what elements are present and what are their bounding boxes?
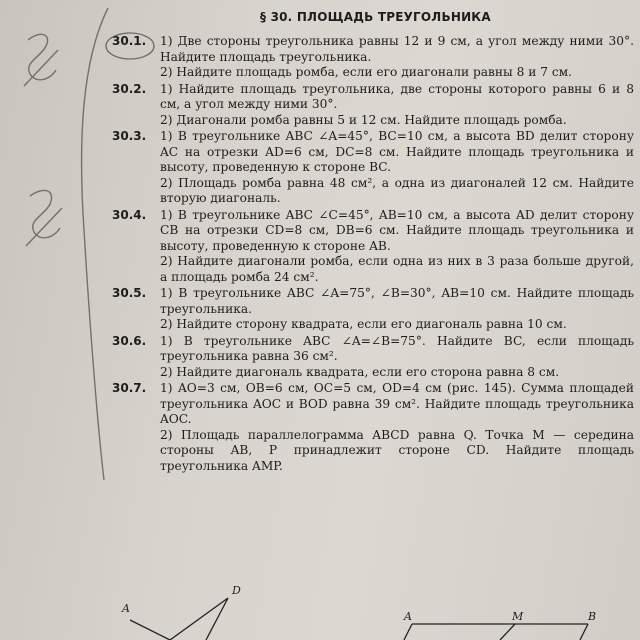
problem-part: 2) Найдите диагонали ромба, если одна из них в 3 раза больше другой, а площадь ромба 24 см².	[160, 254, 634, 284]
pencil-scribble-middle	[26, 190, 62, 246]
problem-30-3	[112, 129, 634, 207]
problem-30-2	[112, 82, 634, 129]
section-header: § 30. ПЛОЩАДЬ ТРЕУГОЛЬНИКА	[260, 10, 491, 24]
label-m: M	[512, 610, 524, 623]
problem-number: 30.2.	[112, 81, 147, 96]
pencil-scribble-top	[24, 34, 58, 86]
problem-part: 2) Найдите диагональ квадрата, если его сторона равна 8 см.	[160, 364, 560, 379]
problem-part: 2) Площадь ромба равна 48 см², а одна из диагоналей 12 см. Найдите вторую диагональ.	[160, 175, 634, 205]
problem-number: 30.7.	[112, 381, 147, 395]
problem-part: 1) В треугольнике ABC ∠A=∠B=75°. Найдите BC, если площадь треугольника равна 36 см².	[160, 333, 634, 363]
label-a-left: A	[122, 602, 130, 615]
label-a-right: A	[404, 610, 412, 623]
problem-part: 2) Найдите сторону квадрата, если его диагональ равна 10 см.	[160, 317, 567, 331]
problem-30-7	[112, 381, 634, 474]
problem-number: 30.5.	[112, 286, 147, 300]
triangle-figure	[130, 598, 228, 640]
parallelogram-figure	[404, 624, 588, 640]
problem-part: 1) В треугольнике ABC ∠A=75°, ∠B=30°, AB=10 см. Найдите площадь треугольника.	[160, 286, 634, 316]
problem-number: 30.4.	[112, 207, 147, 222]
figure-strip	[0, 580, 640, 640]
problem-part: 2) Диагонали ромба равны 5 и 12 см. Найдите площадь ромба.	[160, 112, 567, 127]
problem-30-4	[112, 208, 634, 286]
problem-part: 1) AO=3 см, OB=6 см, OC=5 см, OD=4 см (рис. 145). Сумма площадей треугольника AOC и BOD равна 39 см². Найдите площадь треугольника AOC.	[160, 381, 634, 426]
problem-number: 30.3.	[112, 129, 147, 143]
problem-part: 1) Найдите площадь треугольника, две стороны которого равны 6 и 8 см, а угол между ними 30°.	[160, 81, 634, 111]
pencil-bracket	[82, 8, 108, 480]
problem-part: 2) Площадь параллелограмма ABCD равна Q. Точка M — середина стороны AB, P принадлежит стороне CD. Найдите площадь треугольника AMP.	[160, 427, 634, 473]
problem-part: 1) Две стороны треугольника равны 12 и 9 см, а угол между ними 30°. Найдите площадь треугольника.	[160, 34, 634, 64]
problem-number: 30.6.	[112, 333, 147, 348]
problem-part: 1) В треугольнике ABC ∠C=45°, AB=10 см, а высота AD делит сторону CB на отрезки CD=8 см, DB=6 см. Найдите площадь треугольника и высоту, проведенную к стороне AB.	[160, 207, 634, 253]
problem-part: 2) Найдите площадь ромба, если его диагонали равны 8 и 7 см.	[160, 65, 573, 79]
problem-list	[112, 34, 634, 475]
problem-part: 1) В треугольнике ABC ∠A=45°, BC=10 см, а высота BD делит сторону AC на отрезки AD=6 см, DC=8 см. Найдите площадь треугольника и высоту, проведенную к стороне BC.	[160, 129, 634, 174]
problem-30-1	[112, 34, 634, 81]
label-d: D	[232, 584, 241, 597]
problem-30-5	[112, 286, 634, 333]
problem-number: 30.1.	[112, 34, 147, 48]
problem-30-6	[112, 334, 634, 381]
label-b: B	[588, 610, 597, 623]
